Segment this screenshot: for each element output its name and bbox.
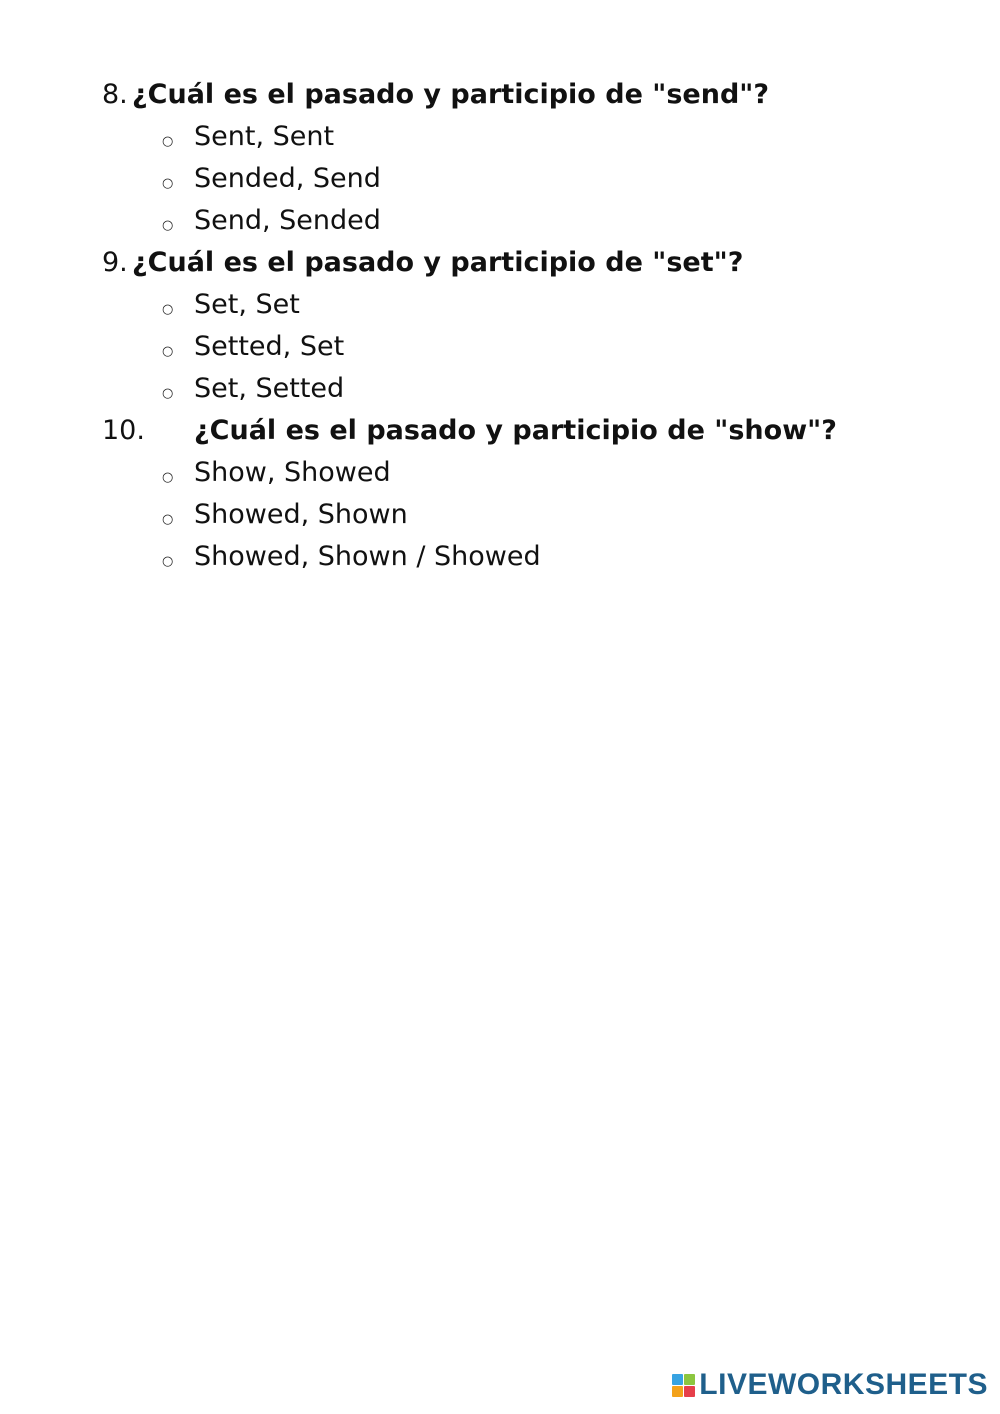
logo-tile [672,1374,683,1385]
options-list [102,284,962,410]
option-item[interactable] [102,494,962,536]
question-number: 10. [102,415,145,446]
circle-bullet-icon: ○ [162,554,174,569]
logo-mark-icon [672,1374,695,1397]
option-item[interactable] [102,116,962,158]
circle-bullet-icon: ○ [162,344,174,359]
circle-bullet-icon: ○ [162,302,174,317]
question-line [102,410,962,452]
options-list [102,452,962,578]
question-text: ¿Cuál es el pasado y participio de "show"? [194,415,837,446]
option-label: Show, Showed [194,457,391,488]
logo-tile [684,1386,695,1397]
question-line [102,242,962,284]
option-label: Setted, Set [194,331,345,362]
logo-tile [672,1386,683,1397]
option-item[interactable] [102,200,962,242]
question-10 [102,410,962,578]
options-list [102,116,962,242]
question-list [102,74,962,578]
option-label: Set, Set [194,289,300,320]
option-item[interactable] [102,536,962,578]
option-label: Sent, Sent [194,121,335,152]
circle-bullet-icon: ○ [162,176,174,191]
option-label: Showed, Shown / Showed [194,541,541,572]
logo-text: LIVEWORKSHEETS [699,1368,988,1401]
liveworksheets-logo [672,1368,988,1402]
question-text: ¿Cuál es el pasado y participio de "set"? [132,247,744,278]
logo-tile [684,1374,695,1385]
question-number: 8. [102,79,128,110]
question-9 [102,242,962,410]
option-label: Showed, Shown [194,499,408,530]
option-item[interactable] [102,368,962,410]
circle-bullet-icon: ○ [162,512,174,527]
option-label: Set, Setted [194,373,345,404]
circle-bullet-icon: ○ [162,470,174,485]
question-8 [102,74,962,242]
circle-bullet-icon: ○ [162,134,174,149]
question-line [102,74,962,116]
option-label: Send, Sended [194,205,381,236]
question-text: ¿Cuál es el pasado y participio de "send"? [132,79,770,110]
option-item[interactable] [102,284,962,326]
option-label: Sended, Send [194,163,381,194]
circle-bullet-icon: ○ [162,386,174,401]
option-item[interactable] [102,452,962,494]
option-item[interactable] [102,158,962,200]
question-number: 9. [102,247,128,278]
option-item[interactable] [102,326,962,368]
circle-bullet-icon: ○ [162,218,174,233]
